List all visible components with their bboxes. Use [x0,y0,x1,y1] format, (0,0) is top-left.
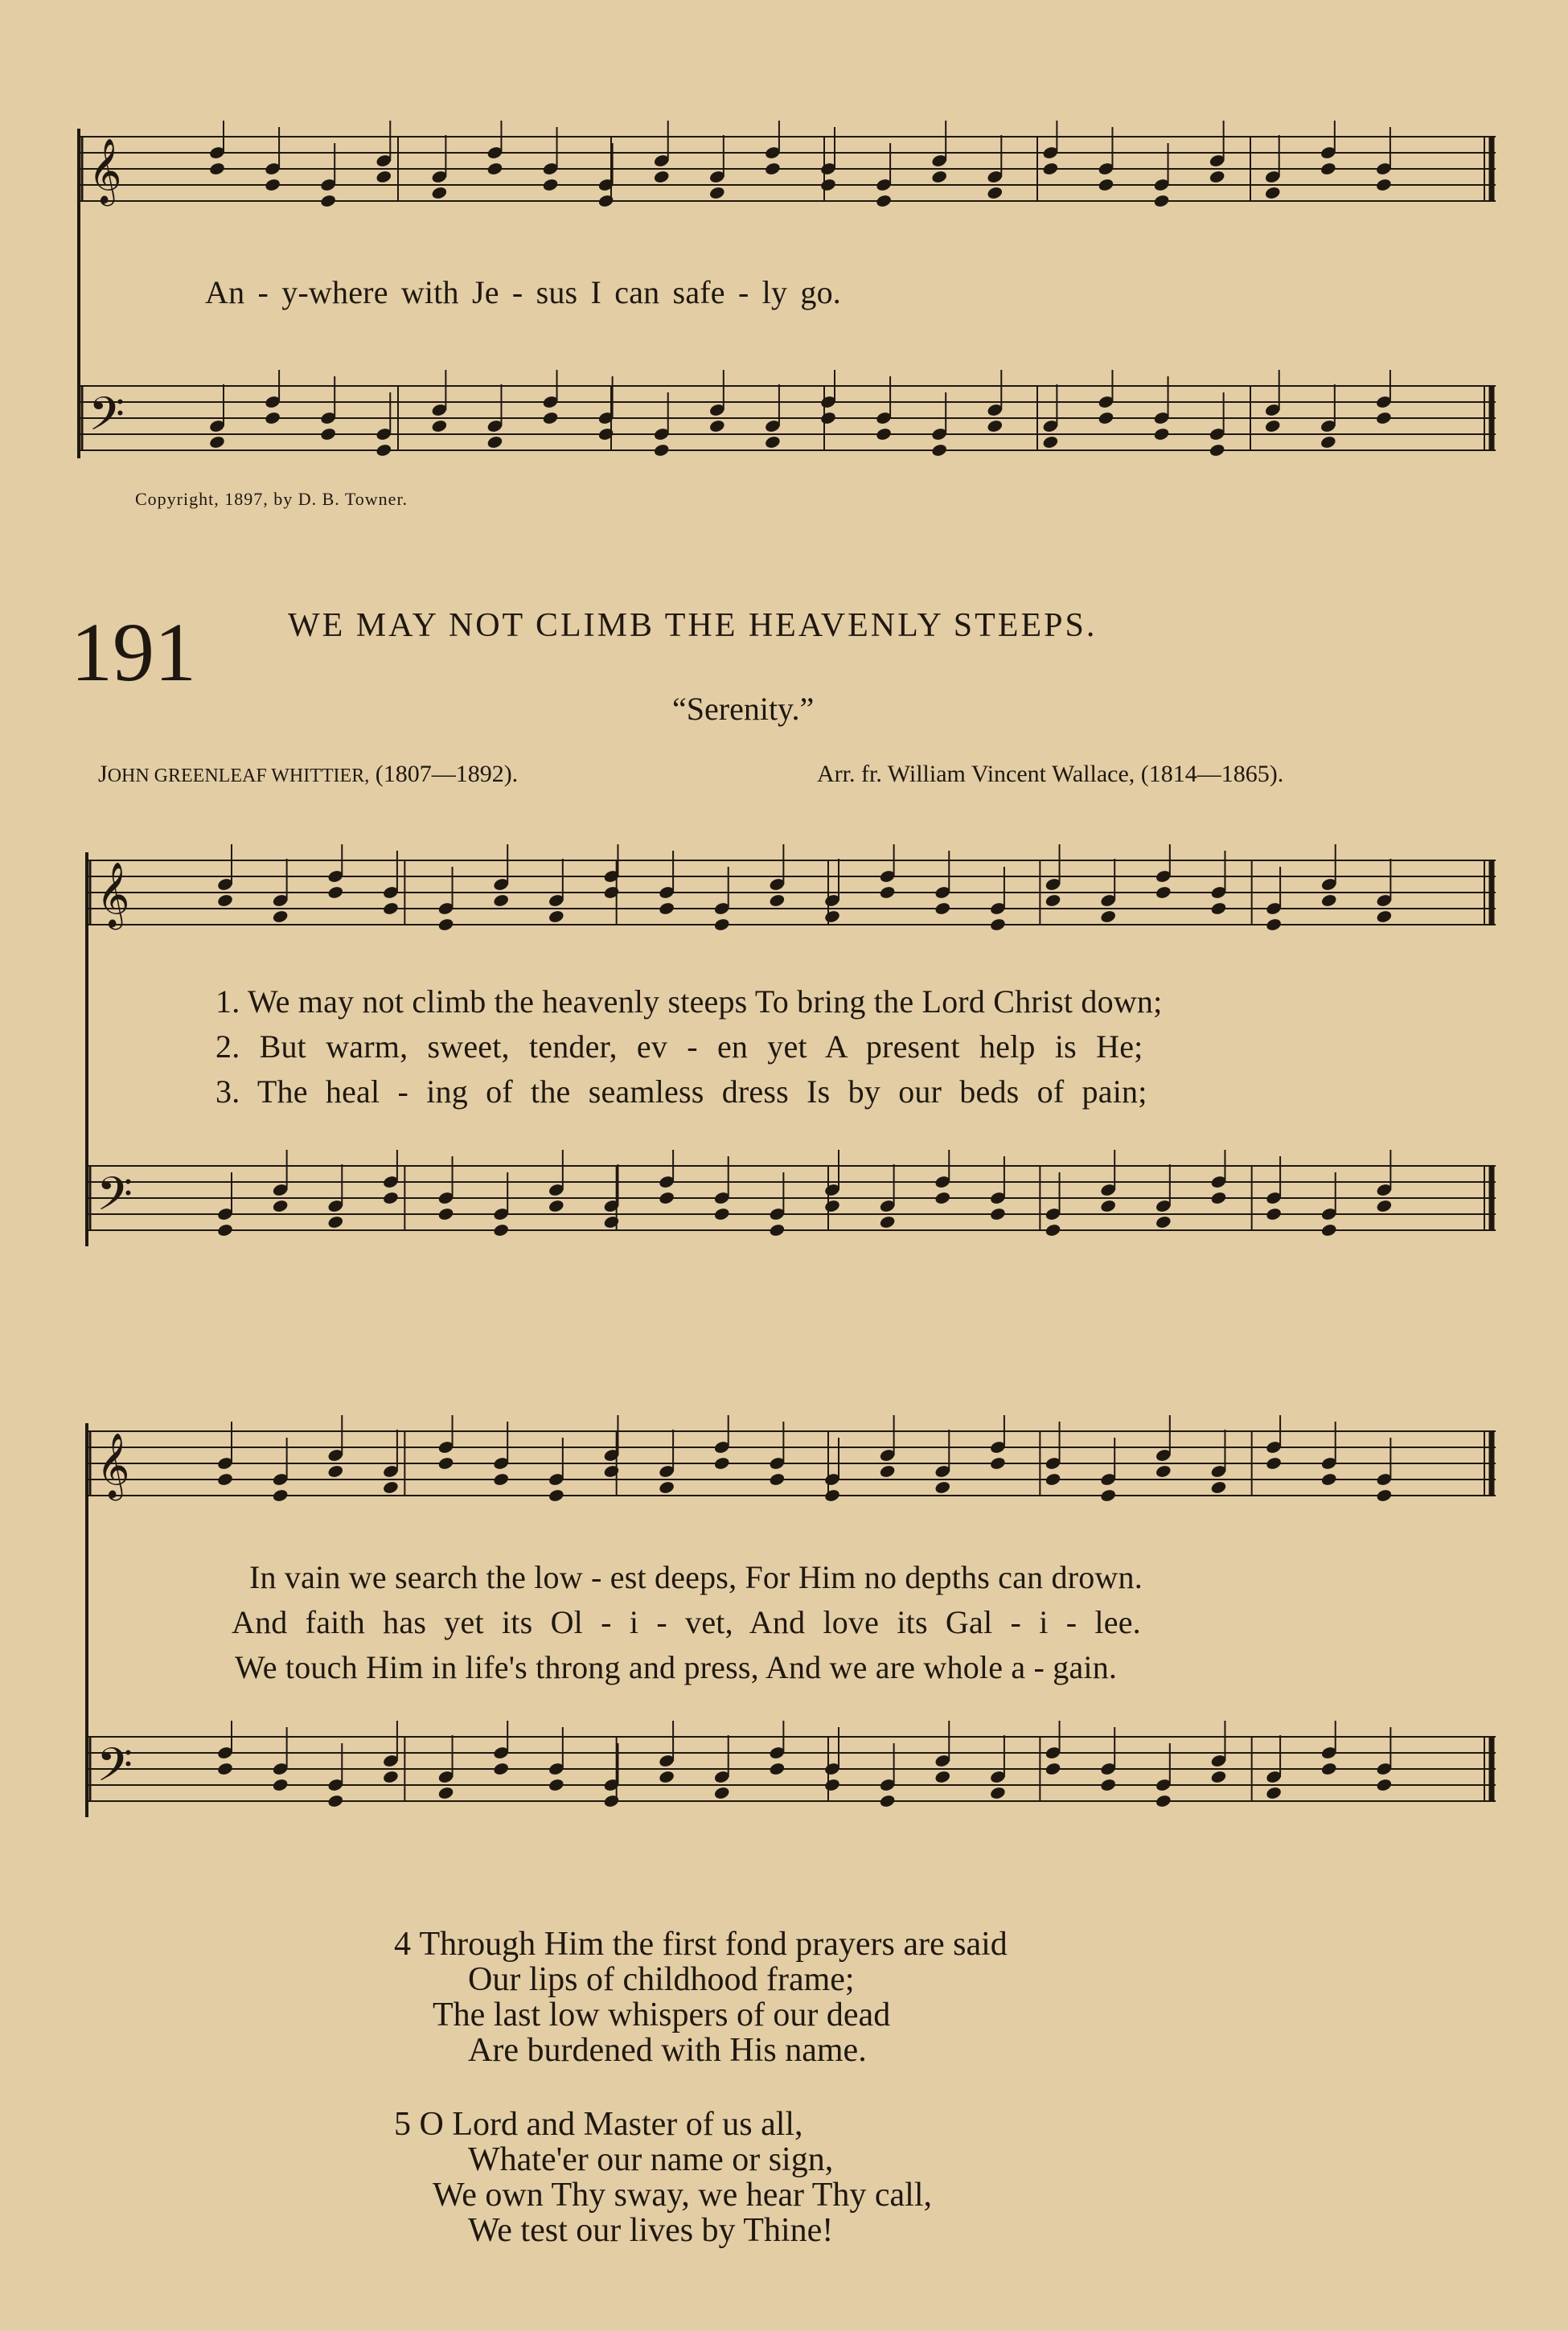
note-head [1376,909,1393,924]
note-head [934,1191,951,1205]
note-head [264,411,281,425]
note-head [658,1191,675,1205]
note-head [934,1770,951,1784]
stanza-number: 4 [394,1926,411,1963]
system1-lyric-verse2: 2. But warm, sweet, tender, ev - en yet A present help is He; [215,1028,1143,1065]
note-head [272,1778,289,1792]
top-system-lyric: An - y-where with Je - sus I can safe - ly go. [205,274,841,310]
hymn-number: 191 [71,606,196,699]
stanza-number: 5 [394,2106,411,2143]
treble-staff-lines [88,844,1496,957]
note-head [1320,435,1336,449]
note-head [1265,917,1282,932]
tune-name: “Serenity.” [672,691,815,727]
treble-clef-icon: 𝄞 [96,1432,130,1498]
author-dates: (1807—1892). [375,761,519,787]
note-head [713,1207,730,1221]
note-head [1265,1456,1282,1471]
system1-bass-staff [88,1150,1496,1262]
bass-clef-icon: 𝄢 [88,387,125,453]
note-head [879,1464,896,1479]
treble-clef-icon: 𝄞 [96,861,130,927]
stanza-line: Are burdened with His name. [468,2032,867,2069]
note-head [437,1786,454,1800]
note-head [653,170,670,184]
note-head [320,194,337,208]
note-head [208,435,225,449]
system2-brace [85,1423,88,1817]
note-head [1320,893,1337,908]
note-head [989,1207,1006,1221]
note-head [1155,1794,1172,1808]
system2-treble-staff [88,1415,1496,1528]
note-head [769,1223,786,1237]
note-head [1375,411,1392,425]
bass-staff-lines [88,1150,1496,1262]
note-head [989,1456,1006,1471]
hymn-title: WE MAY NOT CLIMB THE HEAVENLY STEEPS. [288,607,1098,644]
note-head [486,162,503,176]
note-head [208,162,225,176]
note-head [1045,1223,1061,1237]
note-head [542,411,559,425]
note-head [1320,1762,1337,1776]
system1-treble-staff [88,844,1496,957]
note-head [327,885,344,900]
note-head [653,443,670,458]
stanza-line: 5 O Lord and Master of us all, [394,2106,803,2143]
note-head [931,170,948,184]
note-head [216,1223,233,1237]
note-head [1264,186,1281,200]
note-head [493,1762,510,1776]
system2-lyric-verse2: And faith has yet its Ol - i - vet, And love its Gal - i - lee. [232,1604,1141,1640]
note-head [272,1199,289,1213]
note-head [437,917,454,932]
note-head [216,893,233,908]
note-head [1376,1488,1393,1503]
note-head [1045,893,1061,908]
note-head [1265,1207,1282,1221]
note-head [320,427,337,441]
note-head [1153,427,1170,441]
note-head [1210,1480,1227,1495]
note-head [382,1770,399,1784]
note-head [1042,435,1059,449]
note-head [1100,1199,1117,1213]
stanza-line: We test our lives by Thine! [468,2212,834,2249]
system2-lyric-verse3: We touch Him in life's throng and press, And we are whole a - gain. [235,1649,1118,1685]
note-head [1320,162,1336,176]
note-head [1045,1762,1061,1776]
copyright-notice: Copyright, 1897, by D. B. Towner. [135,489,408,509]
note-head [1098,411,1114,425]
note-head [987,186,1004,200]
bass-staff-lines [88,1721,1496,1833]
note-head [382,1480,399,1495]
note-head [819,178,836,192]
author-name-lead: J [98,761,108,787]
note-head [1100,909,1117,924]
note-head [382,901,399,916]
note-head [437,1456,454,1471]
note-head [216,1472,233,1487]
system1-lyric-verse1: 1. We may not climb the heavenly steeps To bring the Lord Christ down; [215,983,1163,1020]
note-head [713,1786,730,1800]
system2-lyric-verse1: In vain we search the low - est deeps, For Him no depths can drown. [249,1559,1143,1595]
note-head [1210,1191,1227,1205]
treble-staff-lines [88,1415,1496,1528]
note-head [548,909,564,924]
note-head [1265,1786,1282,1800]
note-head [764,162,781,176]
note-head [1210,901,1227,916]
note-head [823,909,840,924]
note-head [327,1215,344,1229]
note-head [1155,1215,1172,1229]
note-head [934,1480,951,1495]
note-head [597,427,614,441]
note-head [327,1464,344,1479]
note-head [879,1794,896,1808]
note-head [548,1778,564,1792]
note-head [1155,1464,1172,1479]
note-head [713,917,730,932]
note-head [931,443,948,458]
note-head [875,427,892,441]
bass-clef-icon: 𝄢 [96,1738,133,1804]
note-head [769,893,786,908]
top-bass-staff [80,370,1496,482]
note-head [493,1223,510,1237]
note-head [658,1770,675,1784]
note-head [597,194,614,208]
note-head [603,1215,620,1229]
note-head [493,1472,510,1487]
top-system-brace [77,129,80,458]
note-head [548,1488,564,1503]
stanza-line: We own Thy sway, we hear Thy call, [433,2177,932,2214]
note-head [713,1456,730,1471]
note-head [879,885,896,900]
composer-credit: Arr. fr. William Vincent Wallace, (1814—1865). [817,761,1284,787]
author-name: OHN GREENLEAF WHITTIER, [107,765,370,786]
note-head [879,1215,896,1229]
top-treble-staff [80,121,1496,233]
stanza-line: Our lips of childhood frame; [468,1961,855,1998]
note-head [1045,1472,1061,1487]
note-head [264,178,281,192]
stanza-5 [394,2107,932,2248]
note-head [603,885,620,900]
note-head [542,178,559,192]
system2-bass-staff [88,1721,1496,1833]
note-head [1210,1770,1227,1784]
note-head [1098,178,1114,192]
stanza-line: The last low whispers of our dead [433,1997,891,2033]
note-head [1376,1778,1393,1792]
note-head [658,1480,675,1495]
note-head [1155,885,1172,900]
note-head [1153,194,1170,208]
note-head [486,435,503,449]
system1-lyric-verse3: 3. The heal - ing of the seamless dress Is by our beds of pain; [215,1073,1147,1110]
note-head [1376,1199,1393,1213]
note-head [603,1464,620,1479]
note-head [823,1778,840,1792]
note-head [1100,1778,1117,1792]
note-head [1320,1223,1337,1237]
note-head [493,893,510,908]
note-head [989,1786,1006,1800]
treble-staff-lines [80,121,1496,233]
note-head [1375,178,1392,192]
note-head [1100,1488,1117,1503]
note-head [769,1472,786,1487]
note-head [431,419,448,433]
note-head [987,419,1004,433]
stanza-4 [394,1927,1008,2068]
note-head [431,186,448,200]
note-head [823,1488,840,1503]
note-head [327,1794,344,1808]
note-head [1042,162,1059,176]
note-head [823,1199,840,1213]
note-head [376,443,392,458]
note-head [272,1488,289,1503]
note-head [216,1762,233,1776]
stanza-line: Whate'er our name or sign, [468,2141,834,2178]
note-head [1209,170,1225,184]
author-credit [98,761,518,788]
note-head [1264,419,1281,433]
bass-clef-icon: 𝄢 [96,1167,133,1233]
note-head [1209,443,1225,458]
note-head [875,194,892,208]
system1-brace [85,852,88,1246]
stanza-line: 4 Through Him the first fond prayers are said [394,1926,1008,1963]
note-head [376,170,392,184]
note-head [819,411,836,425]
note-head [437,1207,454,1221]
note-head [989,917,1006,932]
note-head [1320,1472,1337,1487]
note-head [708,419,725,433]
note-head [764,435,781,449]
treble-clef-icon: 𝄞 [88,137,122,203]
note-head [769,1762,786,1776]
bass-staff-lines [80,370,1496,482]
note-head [272,909,289,924]
note-head [658,901,675,916]
note-head [603,1794,620,1808]
note-head [382,1191,399,1205]
note-head [548,1199,564,1213]
note-head [708,186,725,200]
note-head [934,901,951,916]
